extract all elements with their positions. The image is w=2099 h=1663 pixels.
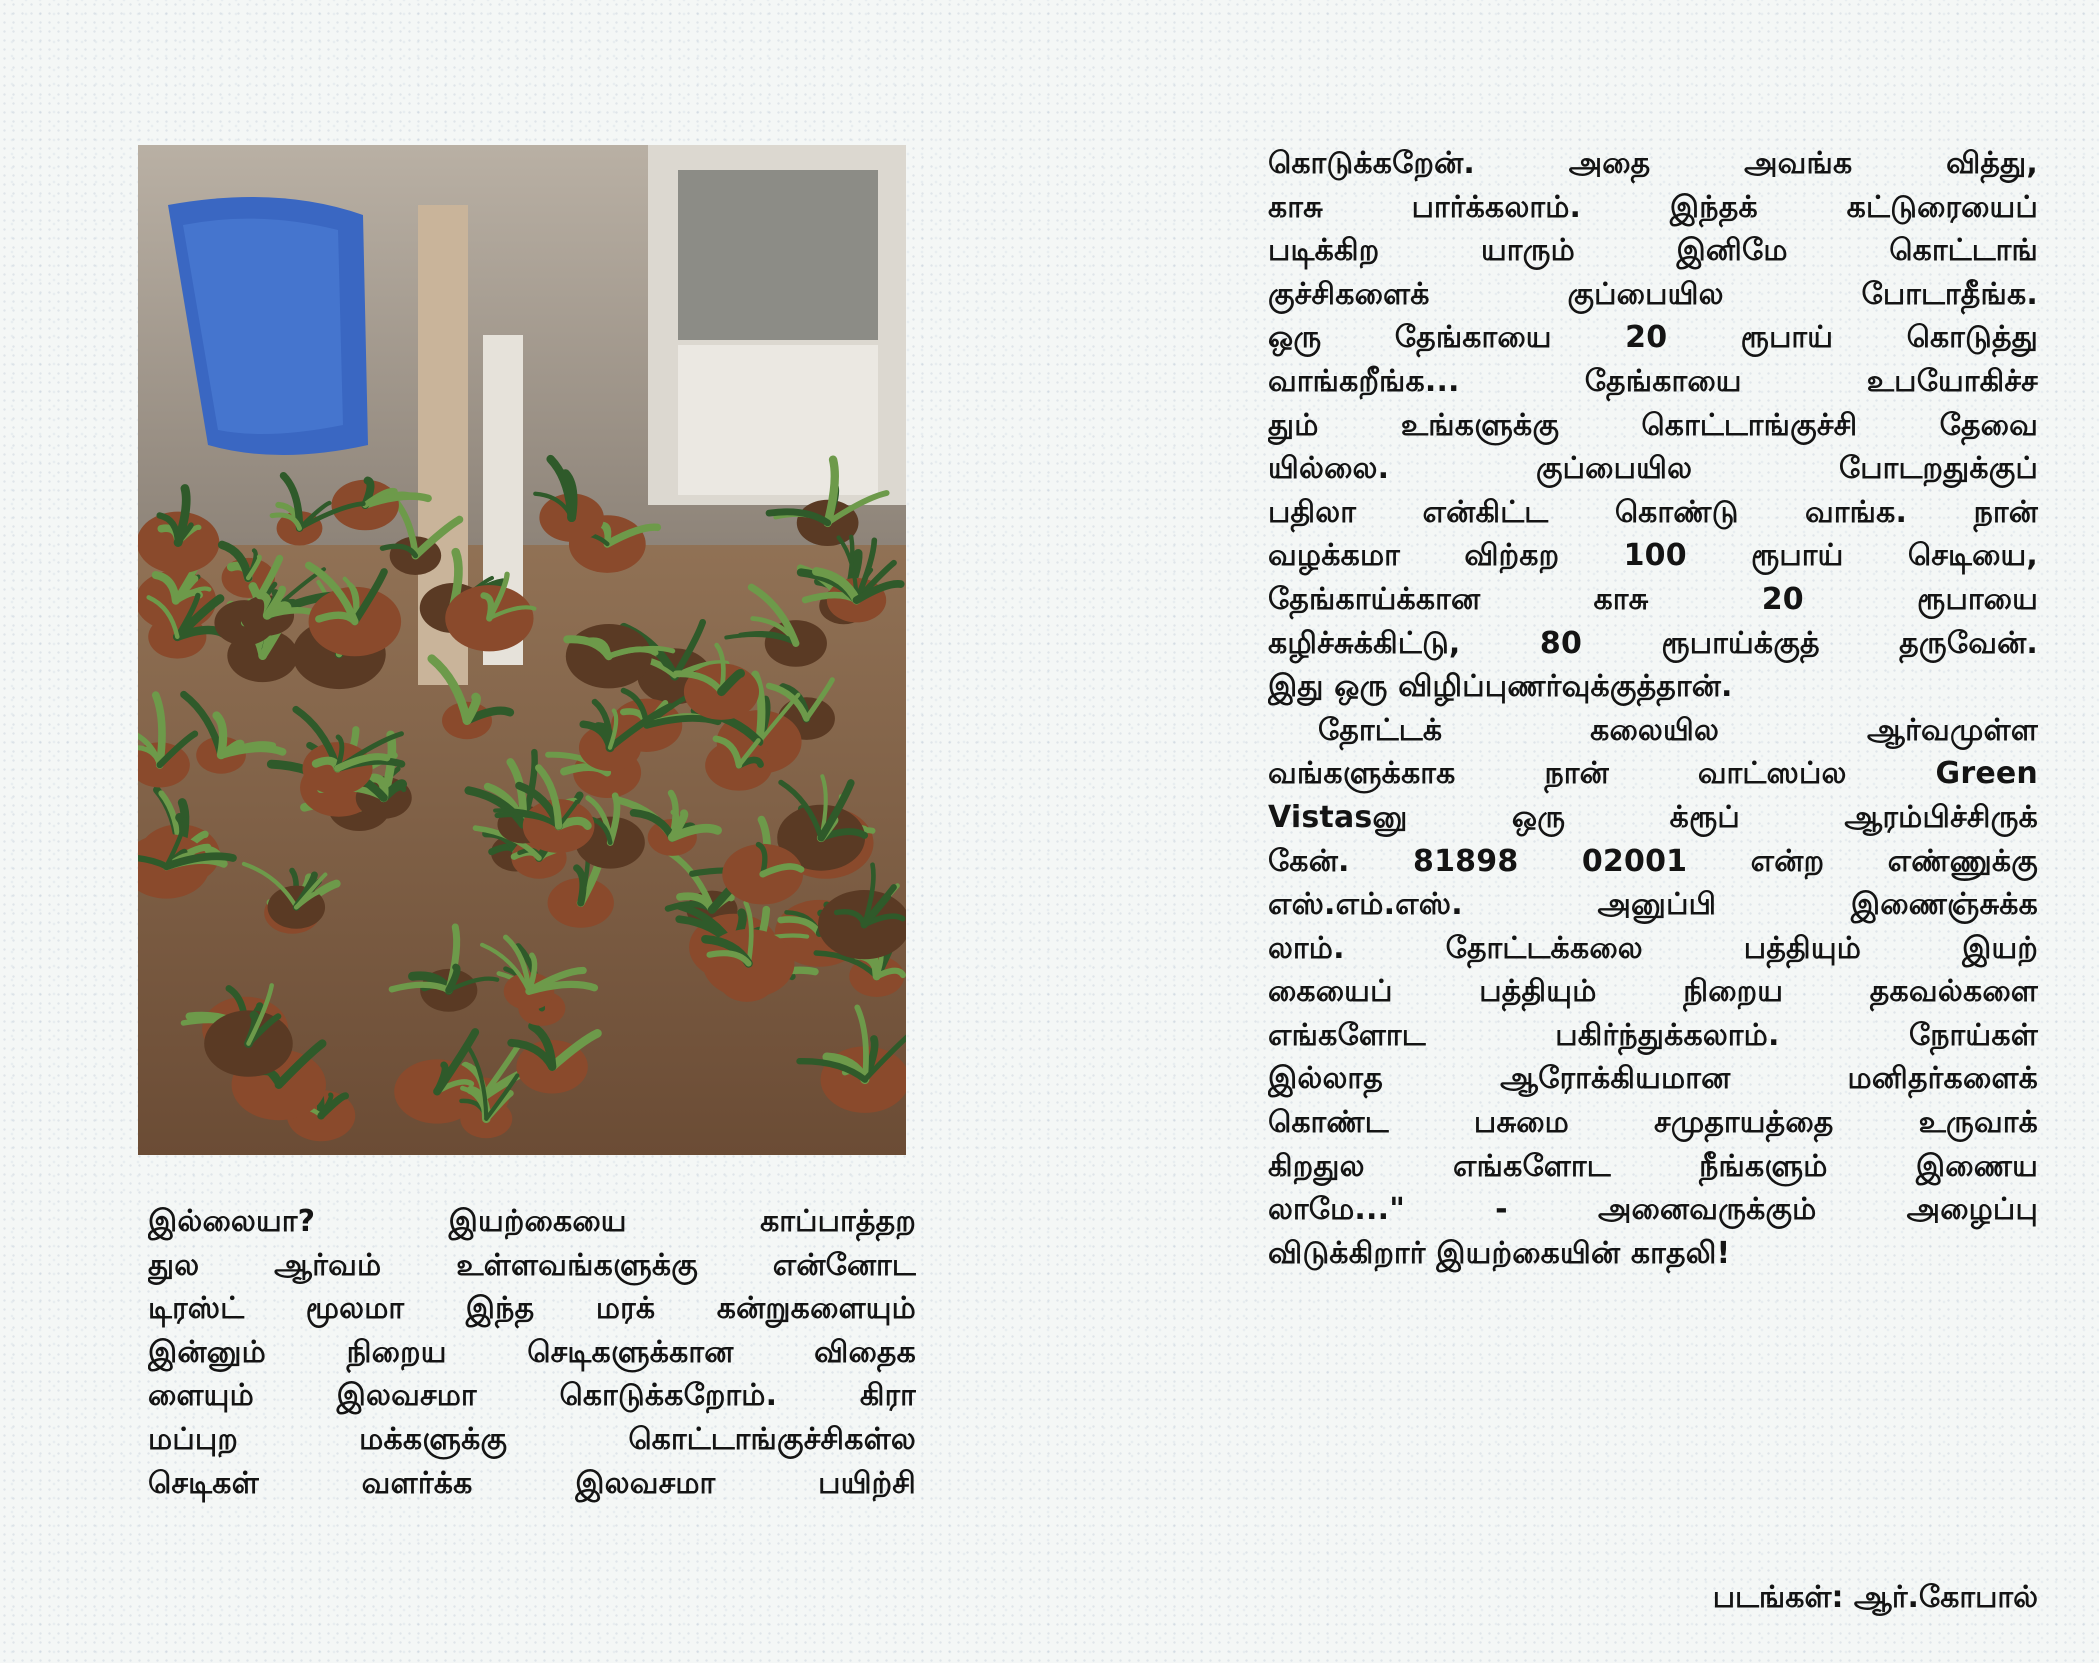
text-line: குச்சிகளைக் குப்பையில போடாதீங்க. bbox=[1268, 276, 2038, 312]
text-line: ளையும் இலவசமா கொடுக்கறோம். கிரா bbox=[148, 1378, 916, 1414]
text-line: படிக்கிற யாரும் இனிமே கொட்டாங் bbox=[1268, 233, 2038, 269]
text-line: எங்களோட பகிர்ந்துக்கலாம். நோய்கள் bbox=[1268, 1017, 2038, 1053]
text-line: கொடுக்கறேன். அதை அவங்க வித்து, bbox=[1268, 146, 2038, 181]
potted-plants-image bbox=[138, 145, 906, 1155]
left-text-column bbox=[148, 1200, 916, 1505]
text-line: இது ஒரு விழிப்புணர்வுக்குத்தான். bbox=[1268, 669, 1733, 705]
text-line: கழிச்சுக்கிட்டு, 80 ரூபாய்க்குத் தருவேன். bbox=[1268, 625, 2038, 661]
text-line: வழக்கமா விற்கற 100 ரூபாய் செடியை, bbox=[1268, 538, 2038, 574]
text-line: தேங்காய்க்கான காசு 20 ரூபாயை bbox=[1268, 581, 2038, 617]
photo-credit: படங்கள்: ஆர்.கோபால் bbox=[1712, 1580, 2038, 1615]
text-line: கொண்ட பசுமை சமுதாயத்தை உருவாக் bbox=[1268, 1105, 2038, 1141]
text-line: Vistasனு ஒரு க்ரூப் ஆரம்பிச்சிருக் bbox=[1268, 799, 2038, 835]
text-line: இல்லையா? இயற்கையை காப்பாத்தற bbox=[148, 1204, 916, 1239]
text-line: கேன். 81898 02001 என்ற எண்ணுக்கு bbox=[1268, 843, 2038, 879]
right-text-column bbox=[1268, 142, 2038, 1275]
text-line: லாம். தோட்டக்கலை பத்தியும் இயற் bbox=[1268, 930, 2038, 966]
text-line: யில்லை. குப்பையில போடறதுக்குப் bbox=[1268, 451, 2038, 487]
text-line: இன்னும் நிறைய செடிகளுக்கான விதைக bbox=[148, 1334, 916, 1370]
text-line: துல ஆர்வம் உள்ளவங்களுக்கு என்னோட bbox=[148, 1247, 916, 1283]
text-line: டிரஸ்ட் மூலமா இந்த மரக் கன்றுகளையும் bbox=[148, 1291, 916, 1327]
text-line: ஒரு தேங்காயை 20 ரூபாய் கொடுத்து bbox=[1268, 320, 2038, 356]
text-line: வாங்கறீங்க... தேங்காயை உபயோகிச்ச bbox=[1268, 363, 2038, 399]
text-line: தோட்டக் கலையில ஆர்வமுள்ள bbox=[1318, 712, 2038, 748]
text-line: விடுக்கிறார் இயற்கையின் காதலி! bbox=[1268, 1235, 1731, 1271]
garden-photo bbox=[138, 145, 906, 1155]
text-line: செடிகள் வளர்க்க இலவசமா பயிற்சி bbox=[148, 1465, 916, 1501]
text-line: கையைப் பத்தியும் நிறைய தகவல்களை bbox=[1268, 974, 2038, 1010]
text-line: லாமே..." - அனைவருக்கும் அழைப்பு bbox=[1268, 1192, 2038, 1228]
text-line: தும் உங்களுக்கு கொட்டாங்குச்சி தேவை bbox=[1268, 407, 2038, 443]
text-line: எஸ்.எம்.எஸ். அனுப்பி இணைஞ்சுக்க bbox=[1268, 887, 2038, 923]
text-line: மப்புற மக்களுக்கு கொட்டாங்குச்சிகள்ல bbox=[148, 1421, 916, 1457]
text-line: வங்களுக்காக நான் வாட்ஸப்ல Green bbox=[1268, 756, 2038, 792]
text-line: இல்லாத ஆரோக்கியமான மனிதர்களைக் bbox=[1268, 1061, 2038, 1097]
text-line: கிறதுல எங்களோட நீங்களும் இணைய bbox=[1268, 1148, 2038, 1184]
text-line: பதிலா என்கிட்ட கொண்டு வாங்க. நான் bbox=[1268, 494, 2038, 530]
text-line: காசு பார்க்கலாம். இந்தக் கட்டுரையைப் bbox=[1268, 189, 2038, 225]
